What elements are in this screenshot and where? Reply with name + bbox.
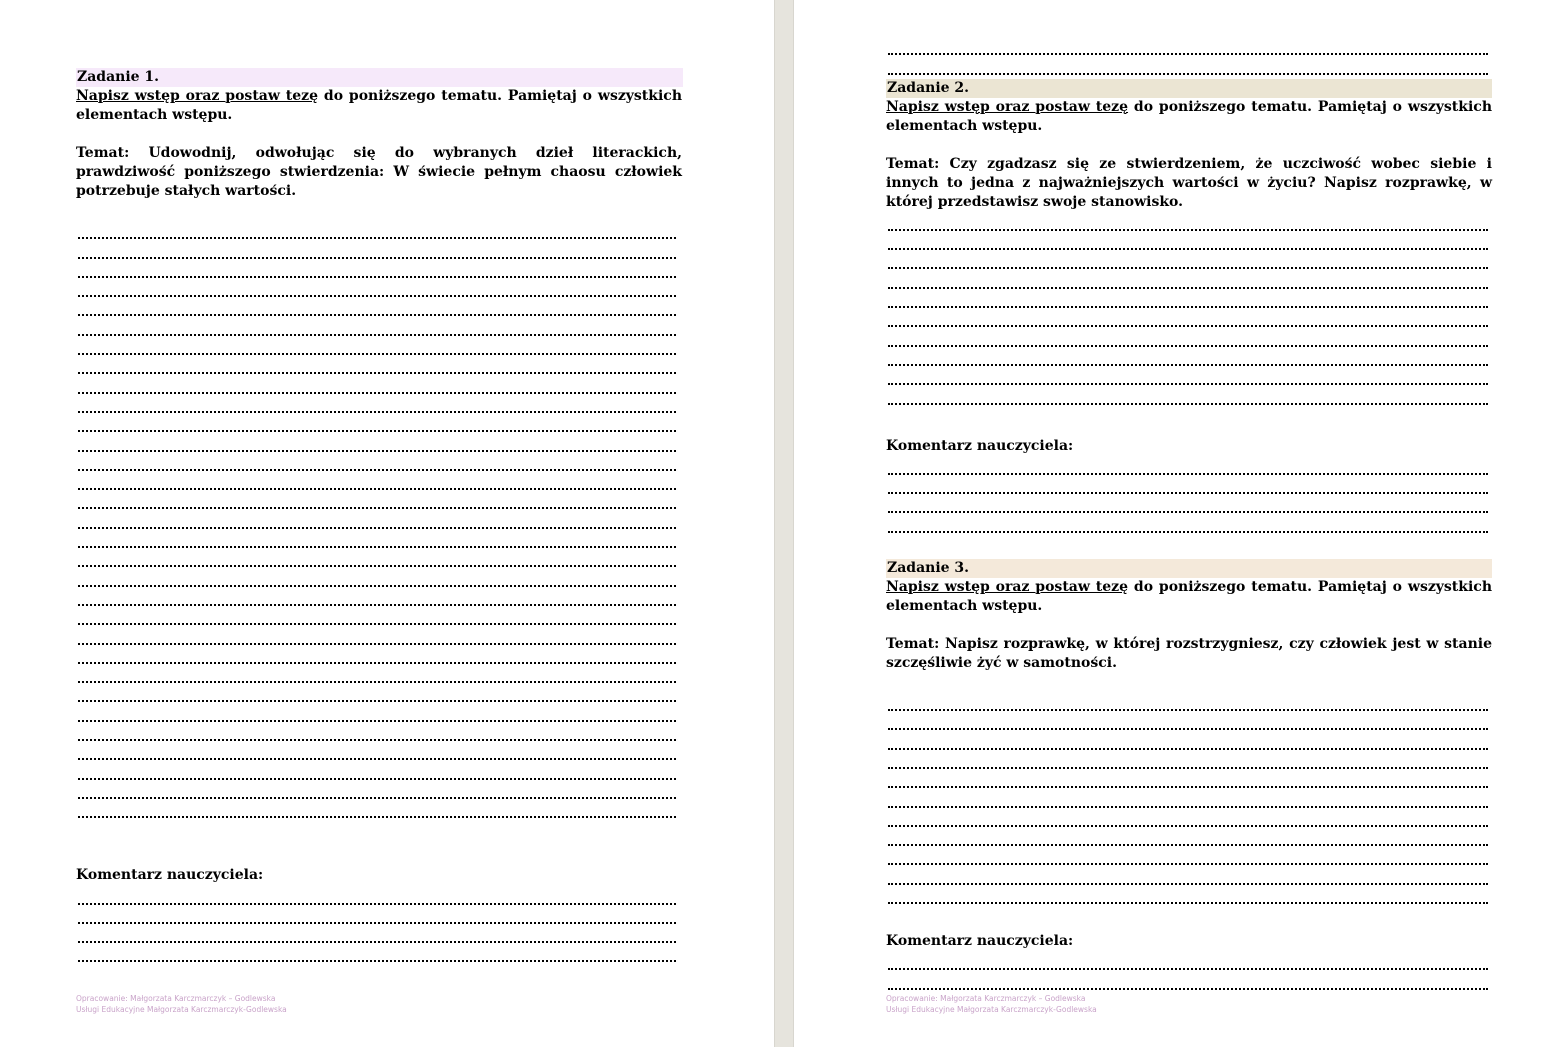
answer-line[interactable] [888,750,1488,769]
answer-line[interactable] [888,308,1488,327]
answer-line[interactable] [888,769,1488,788]
page2-footer [886,993,1097,1015]
answer-line[interactable] [888,212,1488,231]
answer-line[interactable] [888,327,1488,346]
task2-instruction-underlined: Napisz wstęp oraz postaw tezę [886,98,1129,115]
answer-line[interactable] [78,702,676,721]
answer-line[interactable] [78,220,676,239]
answer-line[interactable] [78,239,676,258]
task1-topic: Temat: Udowodnij, odwołując się do wybranych dzieł literackich, prawdziwość poniższego stwierdzenia: W świecie pełnym chaosu człowiek potrzebuje stałych wartości. [76,145,682,199]
task3-comment-lines[interactable] [886,957,1492,996]
answer-line[interactable] [78,741,676,760]
answer-line[interactable] [78,885,676,904]
task1-answer-lines[interactable] [76,226,682,824]
answer-line[interactable] [78,683,676,702]
answer-line[interactable] [78,664,676,683]
answer-line[interactable] [888,513,1488,532]
answer-line[interactable] [78,336,676,355]
page-gutter [774,0,794,1047]
task3-answer-lines[interactable] [886,698,1492,910]
answer-line[interactable] [78,924,676,943]
answer-line[interactable] [888,711,1488,730]
answer-line[interactable] [888,788,1488,807]
page-1 [0,0,774,1047]
task3-instruction [886,578,1492,616]
task1-comment-lines[interactable] [76,891,682,968]
answer-line[interactable] [78,799,676,818]
answer-line[interactable] [78,760,676,779]
task1-instruction-rest: do poniższego tematu. Pamiętaj o wszystkich elementach wstępu. [76,88,682,123]
answer-line[interactable] [78,509,676,528]
answer-line[interactable] [888,366,1488,385]
answer-line[interactable] [78,943,676,962]
footer-line1: Opracowanie: Małgorzata Karczmarczyk – Godlewska [76,994,276,1003]
answer-line[interactable] [888,827,1488,846]
answer-line[interactable] [888,951,1488,970]
page2-content [886,36,1492,996]
answer-line[interactable] [888,475,1488,494]
task3-instruction-underlined: Napisz wstęp oraz postaw tezę [886,578,1129,595]
answer-line[interactable] [78,606,676,625]
answer-line[interactable] [78,259,676,278]
answer-line[interactable] [888,730,1488,749]
answer-line[interactable] [888,692,1488,711]
answer-line[interactable] [78,432,676,451]
task1-instruction [76,87,682,125]
answer-line[interactable] [888,36,1488,55]
answer-line[interactable] [888,885,1488,904]
answer-line[interactable] [78,278,676,297]
answer-line[interactable] [888,456,1488,475]
answer-line[interactable] [888,494,1488,513]
answer-line[interactable] [78,587,676,606]
answer-line[interactable] [78,316,676,335]
answer-line[interactable] [888,250,1488,269]
answer-line[interactable] [888,385,1488,404]
answer-line[interactable] [78,567,676,586]
answer-line[interactable] [888,289,1488,308]
answer-line[interactable] [78,645,676,664]
task1-header: Zadanie 1. [76,68,683,87]
answer-line[interactable] [78,297,676,316]
answer-line[interactable] [78,548,676,567]
answer-line[interactable] [888,231,1488,250]
page-2 [794,0,1551,1047]
task2-instruction-rest: do poniższego tematu. Pamiętaj o wszystkich elementach wstępu. [886,98,1492,134]
answer-line[interactable] [78,780,676,799]
task1-comment-label: Komentarz nauczyciela: [76,867,264,884]
task2-header: Zadanie 2. [886,79,1492,98]
answer-line[interactable] [78,905,676,924]
carryover-lines[interactable] [886,42,1492,81]
answer-line[interactable] [888,269,1488,288]
answer-line[interactable] [78,394,676,413]
task3-instruction-rest: do poniższego tematu. Pamiętaj o wszystkich elementach wstępu. [886,578,1492,614]
task1-section [76,68,682,968]
footer-line2: Usługi Edukacyjne Małgorzata Karczmarczyk-Godlewska [76,1005,287,1014]
answer-line[interactable] [888,347,1488,366]
answer-line[interactable] [888,846,1488,865]
task3-topic: Temat: Napisz rozprawkę, w której rozstrzygniesz, czy człowiek jest w stanie szczęśliwie żyć w samotności. [886,635,1492,671]
task2-comment-lines[interactable] [886,462,1492,539]
task1-instruction-underlined: Napisz wstęp oraz postaw tezę [76,88,319,104]
answer-line[interactable] [888,970,1488,989]
answer-line[interactable] [888,865,1488,884]
answer-line[interactable] [888,55,1488,74]
task3-comment-label: Komentarz nauczyciela: [886,933,1074,950]
task2-instruction [886,98,1492,136]
answer-line[interactable] [78,490,676,509]
task2-answer-lines[interactable] [886,218,1492,411]
answer-line[interactable] [888,808,1488,827]
answer-line[interactable] [78,529,676,548]
answer-line[interactable] [78,355,676,374]
answer-line[interactable] [78,722,676,741]
footer-line2: Usługi Edukacyjne Małgorzata Karczmarczyk-Godlewska [886,1005,1097,1014]
task2-comment-label: Komentarz nauczyciela: [886,437,1074,454]
answer-line[interactable] [78,413,676,432]
answer-line[interactable] [78,452,676,471]
answer-line[interactable] [78,625,676,644]
answer-line[interactable] [78,471,676,490]
page1-footer [76,993,287,1015]
task3-header: Zadanie 3. [886,559,1492,578]
answer-line[interactable] [78,374,676,393]
footer-line1: Opracowanie: Małgorzata Karczmarczyk – Godlewska [886,994,1086,1003]
task2-topic: Temat: Czy zgadzasz się ze stwierdzeniem, że uczciwość wobec siebie i innych to jedna z najważniejszych wartości w życiu? Napisz rozprawkę, w której przedstawisz swoje stanowisko. [886,155,1492,210]
